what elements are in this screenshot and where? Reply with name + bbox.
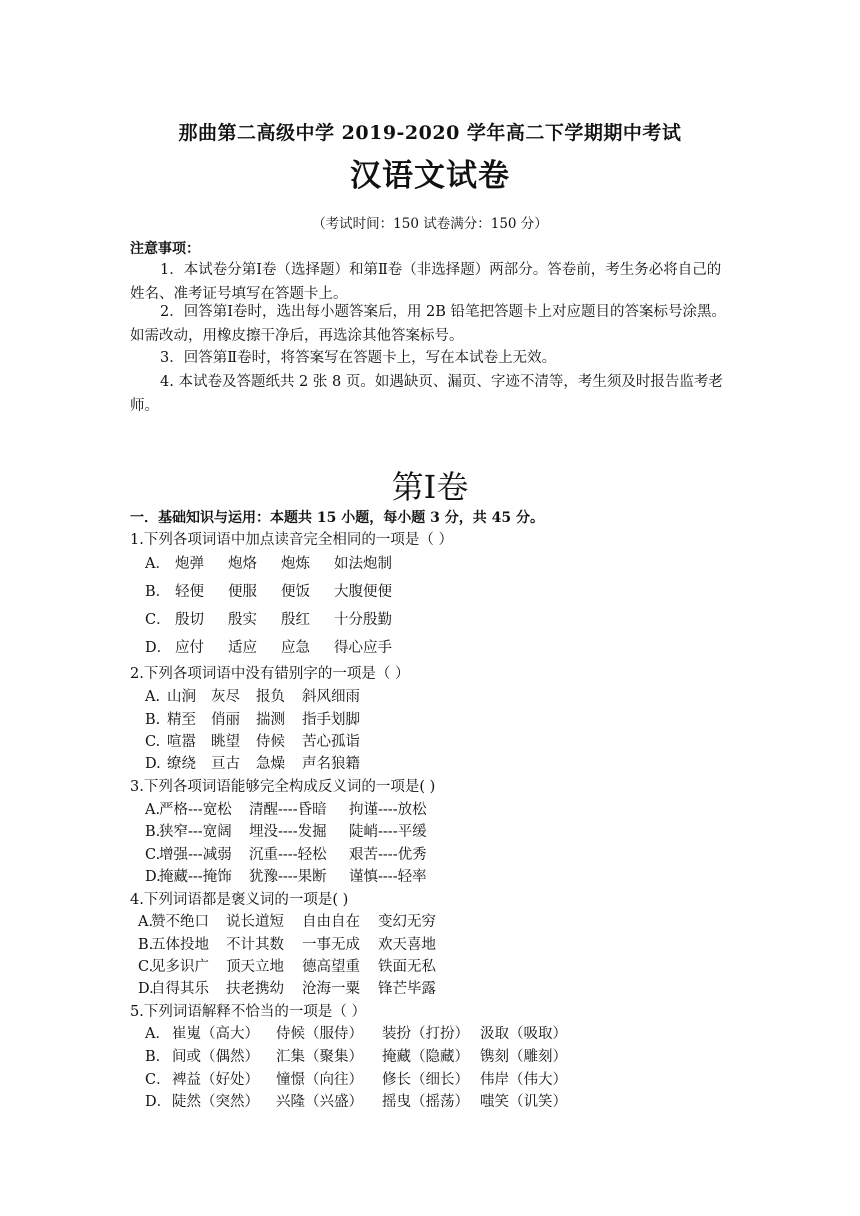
option-word: 五体投地 bbox=[151, 937, 209, 953]
option-word: 增强---减弱 bbox=[159, 847, 232, 863]
option-word: 清醒----昏暗 bbox=[249, 802, 327, 818]
option-word: 便饭 bbox=[281, 584, 310, 600]
option-word: 自由自在 bbox=[302, 914, 360, 930]
option-label: A. bbox=[145, 689, 161, 705]
option-row bbox=[145, 708, 360, 729]
option-word: 应付 bbox=[175, 640, 204, 656]
option-word: 顶天立地 bbox=[226, 959, 284, 975]
option-word: 谨慎----轻率 bbox=[349, 869, 427, 885]
exam-info: （考试时间：150 试卷满分：150 分） bbox=[312, 216, 548, 232]
option-word: 自得其乐 bbox=[151, 981, 209, 997]
option-word: 修长（细长） bbox=[382, 1072, 469, 1088]
option-word: 艰苦----优秀 bbox=[349, 847, 427, 863]
option-word: 适应 bbox=[228, 640, 257, 656]
option-word: 眺望 bbox=[211, 734, 240, 750]
option-row bbox=[145, 1068, 567, 1089]
option-label: B. bbox=[145, 824, 161, 840]
option-label: A. bbox=[145, 802, 161, 818]
option-word: 扶老携幼 bbox=[226, 981, 284, 997]
option-word: 一事无成 bbox=[302, 937, 360, 953]
option-label: B． bbox=[145, 1049, 171, 1065]
option-row bbox=[145, 752, 360, 773]
option-label: D． bbox=[145, 640, 172, 656]
option-word: 装扮（打扮） bbox=[382, 1026, 469, 1042]
option-row bbox=[145, 1045, 567, 1066]
option-label: C． bbox=[145, 612, 171, 628]
option-word: 陡峭----平缓 bbox=[349, 824, 427, 840]
option-row bbox=[145, 1022, 567, 1043]
option-word: 喧嚣 bbox=[167, 734, 196, 750]
option-word: 得心应手 bbox=[334, 640, 392, 656]
option-label: B. bbox=[138, 937, 154, 953]
option-word: 锋芒毕露 bbox=[378, 981, 436, 997]
option-word: 亘古 bbox=[211, 756, 240, 772]
option-row bbox=[145, 685, 360, 706]
option-word: 犹豫----果断 bbox=[249, 869, 327, 885]
question-stem: 4.下列词语都是褒义词的一项是( ) bbox=[130, 892, 349, 908]
question-stem: 1.下列各项词语中加点读音完全相同的一项是（ ） bbox=[130, 532, 453, 548]
option-word: 炮弹 bbox=[175, 556, 204, 572]
exam-title: 汉语文试卷 bbox=[350, 158, 510, 194]
option-word: 裨益（好处） bbox=[172, 1072, 259, 1088]
option-row bbox=[145, 865, 427, 886]
section-title: 一．基础知识与运用：本题共 15 小题，每小题 3 分，共 45 分。 bbox=[130, 510, 544, 526]
option-word: 掩藏---掩饰 bbox=[159, 869, 232, 885]
option-word: 镌刻（雕刻） bbox=[480, 1049, 567, 1065]
option-row bbox=[145, 820, 427, 841]
option-row bbox=[145, 580, 392, 601]
option-label: B． bbox=[145, 584, 171, 600]
option-row bbox=[138, 933, 436, 954]
option-word: 炮炼 bbox=[281, 556, 310, 572]
note-item: 1．本试卷分第Ⅰ卷（选择题）和第Ⅱ卷（非选择题）两部分。答卷前，考生务必将自己的姓名、准考证号填写在答题卡上。 bbox=[130, 262, 722, 302]
option-label: A． bbox=[145, 556, 170, 572]
option-word: 赞不绝口 bbox=[151, 914, 209, 930]
option-label: A. bbox=[138, 914, 154, 930]
option-label: D. bbox=[145, 756, 161, 772]
option-row bbox=[145, 608, 392, 629]
option-word: 大腹便便 bbox=[334, 584, 392, 600]
note-item: 3．回答第Ⅱ卷时，将答案写在答题卡上，写在本试卷上无效。 bbox=[160, 350, 557, 366]
option-label: C. bbox=[145, 847, 161, 863]
option-word: 十分殷勤 bbox=[334, 612, 392, 628]
option-word: 沉重----轻松 bbox=[249, 847, 327, 863]
option-label: B. bbox=[145, 712, 161, 728]
option-word: 汲取（吸取） bbox=[480, 1026, 567, 1042]
option-label: C. bbox=[145, 734, 161, 750]
option-word: 声名狼籍 bbox=[302, 756, 360, 772]
note-item: 2．回答第Ⅰ卷时，选出每小题答案后，用 2B 铅笔把答题卡上对应题目的答案标号涂黑。如需改动，用橡皮擦干净后，再选涂其他答案标号。 bbox=[130, 304, 727, 344]
option-word: 沧海一粟 bbox=[302, 981, 360, 997]
option-word: 如法炮制 bbox=[334, 556, 392, 572]
question-stem: 3.下列各项词语能够完全构成反义词的一项是( ) bbox=[130, 779, 436, 795]
option-row bbox=[145, 730, 360, 751]
option-word: 苦心孤诣 bbox=[302, 734, 360, 750]
option-word: 侍候 bbox=[256, 734, 285, 750]
option-word: 便服 bbox=[228, 584, 257, 600]
option-label: C． bbox=[145, 1072, 171, 1088]
question-stem: 2.下列各项词语中没有错别字的一项是（ ） bbox=[130, 666, 410, 682]
school-exam-line: 那曲第二高级中学 2019-2020 学年高二下学期期中考试 bbox=[178, 122, 682, 144]
option-row bbox=[145, 636, 392, 657]
option-word: 掩藏（隐藏） bbox=[382, 1049, 469, 1065]
question-stem: 5.下列词语解释不恰当的一项是（ ） bbox=[130, 1004, 366, 1020]
option-word: 山涧 bbox=[167, 689, 196, 705]
option-word: 憧憬（向往） bbox=[276, 1072, 363, 1088]
option-word: 指手划脚 bbox=[302, 712, 360, 728]
option-word: 斜风细雨 bbox=[302, 689, 360, 705]
option-label: D. bbox=[145, 869, 161, 885]
notes-heading: 注意事项： bbox=[130, 241, 200, 257]
option-word: 欢天喜地 bbox=[378, 937, 436, 953]
option-word: 见多识广 bbox=[151, 959, 209, 975]
option-row bbox=[145, 843, 427, 864]
option-word: 严格---宽松 bbox=[159, 802, 232, 818]
option-word: 殷红 bbox=[281, 612, 310, 628]
option-word: 德高望重 bbox=[302, 959, 360, 975]
option-word: 汇集（聚集） bbox=[276, 1049, 363, 1065]
option-word: 崔嵬（高大） bbox=[172, 1026, 259, 1042]
volume-title: 第Ⅰ卷 bbox=[391, 468, 469, 506]
option-word: 轻便 bbox=[175, 584, 204, 600]
option-word: 揣测 bbox=[256, 712, 285, 728]
option-word: 陡然（突然） bbox=[172, 1094, 259, 1110]
option-label: D. bbox=[138, 981, 154, 997]
option-word: 兴隆（兴盛） bbox=[276, 1094, 363, 1110]
option-label: D． bbox=[145, 1094, 172, 1110]
option-label: C. bbox=[138, 959, 154, 975]
option-word: 说长道短 bbox=[226, 914, 284, 930]
option-word: 铁面无私 bbox=[378, 959, 436, 975]
option-word: 拘谨----放松 bbox=[349, 802, 427, 818]
option-word: 间或（偶然） bbox=[172, 1049, 259, 1065]
option-row bbox=[145, 552, 392, 573]
option-row bbox=[138, 910, 436, 931]
note-item: 4. 本试卷及答题纸共 2 张 8 页。如遇缺页、漏页、字迹不清等，考生须及时报告监考老师。 bbox=[130, 374, 723, 414]
option-word: 精至 bbox=[167, 712, 196, 728]
option-word: 急燥 bbox=[256, 756, 285, 772]
option-word: 嗤笑（讥笑） bbox=[480, 1094, 567, 1110]
option-word: 缭绕 bbox=[167, 756, 196, 772]
option-word: 侍候（服侍） bbox=[276, 1026, 363, 1042]
option-row bbox=[138, 955, 436, 976]
option-word: 伟岸（伟大） bbox=[480, 1072, 567, 1088]
option-word: 变幻无穷 bbox=[378, 914, 436, 930]
option-word: 应急 bbox=[281, 640, 310, 656]
option-word: 摇曳（摇荡） bbox=[382, 1094, 469, 1110]
option-word: 殷切 bbox=[175, 612, 204, 628]
option-word: 不计其数 bbox=[226, 937, 284, 953]
option-word: 埋没----发掘 bbox=[249, 824, 327, 840]
option-label: A． bbox=[145, 1026, 170, 1042]
option-word: 俏丽 bbox=[211, 712, 240, 728]
option-row bbox=[145, 798, 427, 819]
option-word: 殷实 bbox=[228, 612, 257, 628]
option-word: 狭窄---宽阔 bbox=[159, 824, 232, 840]
option-word: 灰尽 bbox=[211, 689, 240, 705]
option-row bbox=[145, 1090, 567, 1111]
option-row bbox=[138, 977, 436, 998]
option-word: 炮烙 bbox=[228, 556, 257, 572]
option-word: 报负 bbox=[256, 689, 285, 705]
